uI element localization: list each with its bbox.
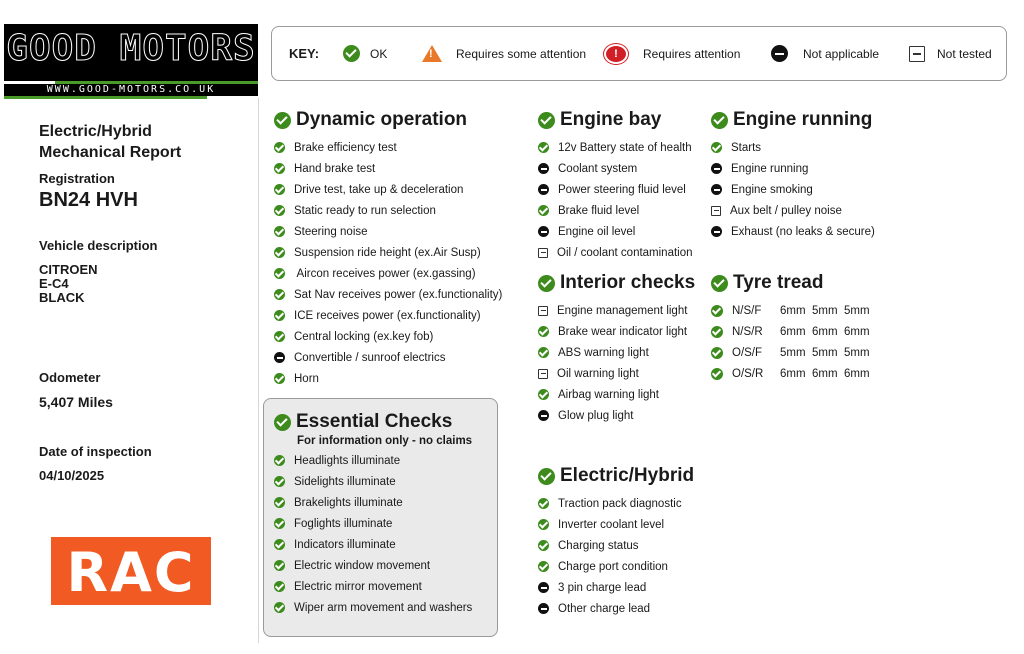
tread-depth: 6mm	[844, 325, 870, 338]
check-item-label: Steering noise	[294, 225, 368, 238]
section-title	[711, 272, 876, 294]
not-applicable-icon	[711, 226, 722, 237]
check-item	[538, 556, 694, 577]
check-icon	[538, 561, 549, 572]
section-title-text: Tyre tread	[733, 272, 824, 293]
section-title	[274, 109, 502, 131]
not-tested-icon	[711, 206, 721, 216]
check-item-label: Glow plug light	[558, 409, 634, 422]
check-icon	[274, 310, 285, 321]
key-item-some-attention	[422, 27, 586, 80]
not-applicable-icon	[771, 45, 788, 62]
odometer-value: 5,407 Miles	[39, 394, 113, 410]
check-item	[274, 158, 502, 179]
check-item-label: Convertible / sunroof electrics	[294, 351, 446, 364]
essential-checks-section	[274, 411, 472, 618]
check-item-label: Brake efficiency test	[294, 141, 397, 154]
check-item-label: Static ready to run selection	[294, 204, 436, 217]
not-applicable-icon	[274, 352, 285, 363]
check-icon	[711, 305, 723, 317]
check-icon	[274, 112, 291, 129]
check-icon	[711, 326, 723, 338]
not-tested-icon	[538, 248, 548, 258]
warning-triangle-icon: !	[422, 45, 442, 62]
check-item-label: Engine running	[731, 162, 809, 175]
check-item-label: 12v Battery state of health	[558, 141, 692, 154]
vehicle-colour: BLACK	[39, 290, 85, 305]
check-item	[538, 514, 694, 535]
check-item-label: ABS warning light	[558, 346, 649, 359]
check-icon	[274, 184, 285, 195]
tread-depth: 5mm	[780, 346, 806, 359]
not-applicable-icon	[538, 226, 549, 237]
tyre-row	[711, 342, 876, 363]
section-title	[711, 109, 875, 131]
section-title-text: Essential Checks	[296, 411, 453, 432]
not-tested-icon	[538, 306, 548, 316]
check-item-label: Inverter coolant level	[558, 518, 665, 531]
check-item-label: Aux belt / pulley noise	[730, 204, 842, 217]
vehicle-model: E-C4	[39, 276, 69, 291]
tread-depth: 5mm	[812, 304, 838, 317]
not-applicable-icon	[711, 184, 722, 195]
check-icon	[274, 414, 291, 431]
check-item	[538, 405, 695, 426]
check-item	[274, 513, 472, 534]
tyre-position: N/S/F	[732, 304, 762, 317]
check-item-label: Engine smoking	[731, 183, 813, 196]
check-item-label: Power steering fluid level	[558, 183, 686, 196]
attention-icon: !	[606, 46, 626, 62]
good-motors-logo	[4, 24, 258, 99]
check-icon	[274, 455, 285, 466]
check-icon	[538, 498, 549, 509]
check-item	[274, 137, 502, 158]
logo-url-text: WWW.GOOD-MOTORS.CO.UK	[46, 84, 216, 95]
check-icon	[538, 112, 555, 129]
check-item-label: Charge port condition	[558, 560, 668, 573]
key-item-ok	[343, 27, 387, 80]
check-item-label: Airbag warning light	[558, 388, 660, 401]
check-item-label: Starts	[731, 141, 762, 154]
check-item	[711, 158, 875, 179]
check-icon	[274, 205, 285, 216]
tyre-row	[711, 363, 876, 384]
check-icon	[711, 347, 723, 359]
vehicle-description	[39, 263, 98, 305]
check-icon	[343, 45, 360, 62]
check-icon	[274, 602, 285, 613]
check-icon	[274, 539, 285, 550]
check-item	[538, 300, 695, 321]
check-item	[538, 577, 694, 598]
check-item-label: Foglights illuminate	[294, 517, 393, 530]
check-item-label: Engine oil level	[558, 225, 636, 238]
check-icon	[274, 476, 285, 487]
check-item-label: Headlights illuminate	[294, 454, 401, 467]
check-icon	[538, 205, 549, 216]
check-item-label: Sidelights illuminate	[294, 475, 396, 488]
odometer-label: Odometer	[39, 370, 101, 385]
check-icon	[538, 347, 549, 358]
report-title-line: Mechanical Report	[39, 144, 182, 161]
tyre-row	[711, 321, 876, 342]
not-applicable-icon	[538, 603, 549, 614]
check-item-label: Horn	[294, 372, 319, 385]
check-icon	[711, 112, 728, 129]
check-item-label: 3 pin charge lead	[558, 581, 647, 594]
check-item-label: Sat Nav receives power (ex.functionality)	[294, 288, 503, 301]
check-item	[538, 535, 694, 556]
check-icon	[274, 581, 285, 592]
not-tested-icon	[909, 46, 925, 62]
tyre-position: O/S/R	[732, 367, 764, 380]
check-item	[538, 179, 693, 200]
check-item	[538, 321, 695, 342]
tread-depth: 5mm	[812, 346, 838, 359]
key-label: Not applicable	[803, 46, 880, 61]
check-item-label: Other charge lead	[558, 602, 651, 615]
tread-depth: 5mm	[844, 346, 870, 359]
key-title: KEY:	[289, 46, 320, 61]
engine-running-section	[711, 109, 875, 242]
check-icon	[538, 540, 549, 551]
check-item-label: ICE receives power (ex.functionality)	[294, 309, 481, 322]
tread-depth: 5mm	[844, 304, 870, 317]
not-tested-icon	[538, 369, 548, 379]
check-item-label: Brakelights illuminate	[294, 496, 403, 509]
check-item	[274, 347, 502, 368]
check-item-label: Aircon receives power (ex.gassing)	[294, 267, 476, 280]
electric-hybrid-section	[538, 465, 694, 619]
check-item-label: Drive test, take up & deceleration	[294, 183, 464, 196]
check-icon	[274, 289, 285, 300]
section-title	[538, 109, 693, 131]
section-title-text: Dynamic operation	[296, 109, 468, 130]
check-item-label: Engine management light	[557, 304, 688, 317]
registration-value: BN24 HVH	[39, 189, 138, 211]
check-icon	[711, 275, 728, 292]
key-label: OK	[370, 46, 388, 61]
check-item	[538, 158, 693, 179]
check-item	[274, 534, 472, 555]
check-item	[274, 555, 472, 576]
check-item	[538, 137, 693, 158]
check-icon	[538, 142, 549, 153]
tread-depth: 6mm	[812, 325, 838, 338]
check-item-label: Traction pack diagnostic	[558, 497, 682, 510]
check-item	[538, 493, 694, 514]
check-icon	[538, 519, 549, 530]
tyre-tread-section	[711, 272, 876, 384]
tyre-position: N/S/R	[732, 325, 763, 338]
check-icon	[274, 247, 285, 258]
tread-depth: 6mm	[780, 367, 806, 380]
check-item-label: Oil / coolant contamination	[557, 246, 693, 259]
key-item-not-applicable	[771, 27, 879, 80]
check-item	[711, 137, 875, 158]
check-item	[274, 326, 502, 347]
check-icon	[274, 518, 285, 529]
not-applicable-icon	[711, 163, 722, 174]
section-title-text: Engine bay	[560, 109, 662, 130]
not-applicable-icon	[538, 582, 549, 593]
check-icon	[274, 163, 285, 174]
check-item-label: Brake fluid level	[558, 204, 640, 217]
check-icon	[538, 326, 549, 337]
logo-brand-text: GOOD MOTORS	[6, 28, 256, 69]
key-legend	[271, 26, 1007, 81]
check-item	[274, 200, 502, 221]
tread-depth: 6mm	[780, 304, 806, 317]
check-icon	[274, 142, 285, 153]
engine-bay-section	[538, 109, 693, 263]
section-title-text: Electric/Hybrid	[560, 465, 695, 486]
inspection-date-value: 04/10/2025	[39, 468, 105, 483]
check-item	[274, 597, 472, 618]
report-title-line: Electric/Hybrid	[39, 123, 152, 140]
check-item	[274, 471, 472, 492]
column-divider	[258, 98, 259, 643]
vehicle-description-label: Vehicle description	[39, 238, 158, 253]
check-item	[274, 284, 502, 305]
vehicle-make: CITROEN	[39, 262, 98, 277]
key-label: Not tested	[937, 46, 992, 61]
check-item	[538, 221, 693, 242]
check-item	[711, 200, 875, 221]
check-icon	[538, 389, 549, 400]
check-item-label: Brake wear indicator light	[558, 325, 688, 338]
report-title	[39, 121, 181, 163]
check-icon	[274, 560, 285, 571]
check-icon	[274, 268, 285, 279]
check-icon	[711, 368, 723, 380]
check-item-label: Hand brake test	[294, 162, 376, 175]
not-applicable-icon	[538, 184, 549, 195]
check-item	[274, 450, 472, 471]
rac-logo	[51, 537, 211, 605]
check-item-label: Wiper arm movement and washers	[294, 601, 473, 614]
check-icon	[538, 468, 555, 485]
key-item-not-tested	[909, 27, 992, 80]
tyre-row	[711, 300, 876, 321]
check-item-label: Suspension ride height (ex.Air Susp)	[294, 246, 481, 259]
check-item	[538, 342, 695, 363]
check-item	[711, 221, 875, 242]
section-title-text: Engine running	[733, 109, 873, 130]
not-applicable-icon	[538, 163, 549, 174]
check-item-label: Exhaust (no leaks & secure)	[731, 225, 875, 238]
inspection-date-label: Date of inspection	[39, 444, 152, 459]
check-item-label: Oil warning light	[557, 367, 639, 380]
check-item	[538, 363, 695, 384]
check-item-label: Electric mirror movement	[294, 580, 422, 593]
tread-depth: 6mm	[844, 367, 870, 380]
tyre-position: O/S/F	[732, 346, 763, 359]
check-item	[538, 384, 695, 405]
check-item	[274, 179, 502, 200]
check-icon	[274, 226, 285, 237]
interior-checks-section	[538, 272, 695, 426]
tread-depth: 6mm	[812, 367, 838, 380]
check-icon	[274, 497, 285, 508]
key-label: Requires attention	[643, 46, 741, 61]
check-icon	[274, 373, 285, 384]
check-item	[538, 242, 693, 263]
check-icon	[538, 275, 555, 292]
logo-stripe	[4, 96, 258, 99]
check-item	[711, 179, 875, 200]
section-title-text: Interior checks	[560, 272, 696, 293]
check-item	[538, 200, 693, 221]
check-item-label: Charging status	[558, 539, 639, 552]
check-item	[274, 576, 472, 597]
section-title	[538, 272, 695, 294]
check-icon	[274, 331, 285, 342]
check-item	[274, 242, 502, 263]
tread-depth: 6mm	[780, 325, 806, 338]
not-applicable-icon	[538, 410, 549, 421]
rac-logo-text: RAC	[66, 541, 196, 604]
section-title	[538, 465, 694, 487]
dynamic-operation-section	[274, 109, 502, 389]
check-item-label: Central locking (ex.key fob)	[294, 330, 434, 343]
check-item	[274, 221, 502, 242]
check-item	[538, 598, 694, 619]
check-item-label: Electric window movement	[294, 559, 431, 572]
check-item	[274, 368, 502, 389]
check-item-label: Indicators illuminate	[294, 538, 396, 551]
key-item-attention	[606, 27, 740, 80]
check-item	[274, 305, 502, 326]
check-item-label: Coolant system	[558, 162, 638, 175]
registration-label: Registration	[39, 171, 115, 186]
section-title	[274, 411, 472, 433]
key-label: Requires some attention	[456, 46, 587, 61]
check-item	[274, 263, 502, 284]
section-subtitle: For information only - no claims	[297, 435, 473, 447]
check-item	[274, 492, 472, 513]
check-icon	[711, 142, 722, 153]
